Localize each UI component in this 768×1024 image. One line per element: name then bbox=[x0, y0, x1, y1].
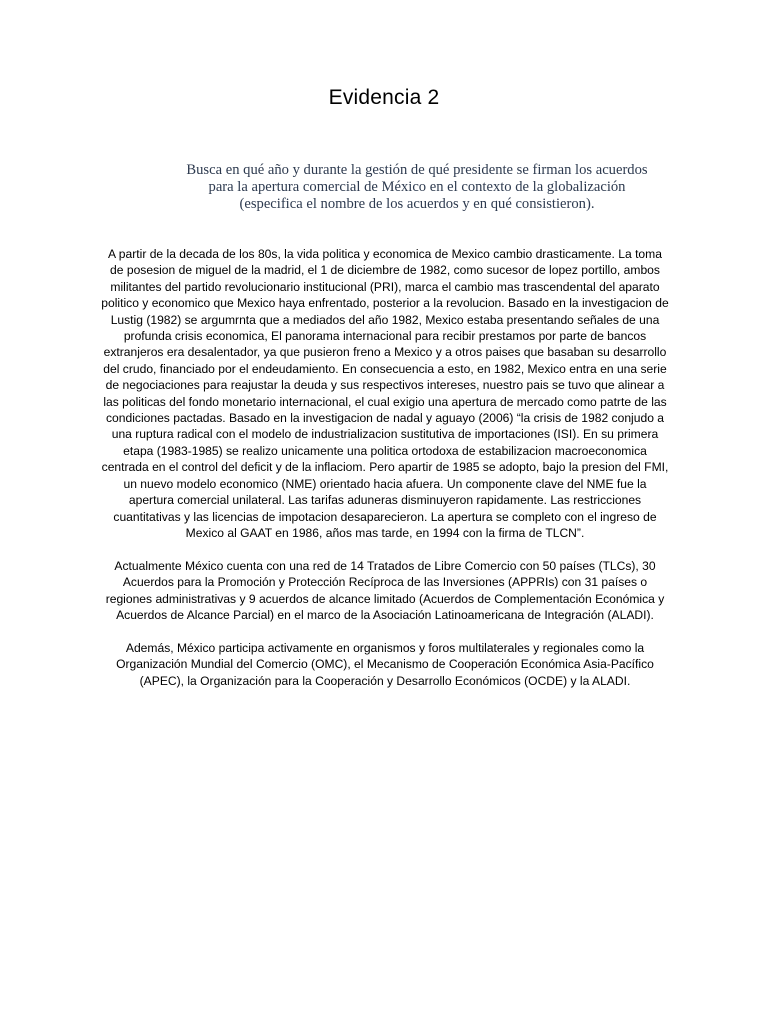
paragraph-history: A partir de la decada de los 80s, la vida politica y economica de Mexico cambio drasticamente. La toma de posesion de miguel de la madrid, el 1 de diciembre de 1982, como sucesor de lopez portillo, ambos militantes del partido revolucionario institucional (PRI), marca el cambio mas trascendental del aparato politico y economico que Mexico haya enfrentado, posterior a la revolucion. Basado en la investigacion de Lustig (1982) se argumrnta que a mediados del año 1982, Mexico estaba presentando señales de una profunda crisis economica, El panorama internacional para recibir prestamos por parte de bancos extranjeros era desalentador, ya que pusieron freno a Mexico y a otros paises que basaban su desarrollo del crudo, financiado por el endeudamiento. En consecuencia a esto, en 1982, Mexico entra en una serie de negociaciones para reajustar la deuda y sus respectivos intereses, nuestro pais se tuvo que alinear a las politicas del fondo monetario internacional, el cual exigio una apertura de mercado como patrte de las condiciones pactadas. Basado en la investigacion de nadal y aguayo (2006) “la crisis de 1982 conjudo a una ruptura radical con el modelo de industrializacion sustitutiva de importaciones (ISI). En su primera etapa (1983-1985) se realizo unicamente una politica ortodoxa de estabilizacion macroeconomica centrada en el control del deficit y de la inflaciom. Pero apartir de 1985 se adopto, bajo la presion del FMI, un nuevo modelo economico (NME) orientado hacia afuera. Un componente clave del NME fue la apertura comercial unilateral. Las tarifas aduneras disminuyeron rapidamente. Las restricciones cuantitativas y las licencias de impotacion desaparecieron. La apertura se completo con el ingreso de Mexico al GAAT en 1986, años mas tarde, en 1994 con la firma de TLCN”. bbox=[101, 247, 669, 540]
page-title: Evidencia 2 bbox=[328, 86, 440, 109]
question-prompt: Busca en qué año y durante la gestión de qué presidente se firman los acuerdos para la apertura comercial de México en el contexto de la globalización (especifica el nombre de los acuerdos y en qué consistieron). bbox=[186, 162, 648, 212]
document-body bbox=[100, 246, 670, 705]
paragraph-trade-agreements: Actualmente México cuenta con una red de 14 Tratados de Libre Comercio con 50 países (TLCs), 30 Acuerdos para la Promoción y Protección Recíproca de las Inversiones (APPRIs) con 31 países o regiones administrativas y 9 acuerdos de alcance limitado (Acuerdos de Complementación Económica y Acuerdos de Alcance Parcial) en el marco de la Asociación Latinoamericana de Integración (ALADI). bbox=[105, 558, 665, 622]
paragraph-multilateral-forums: Además, México participa activamente en organismos y foros multilaterales y regionales como la Organización Mundial del Comercio (OMC), el Mecanismo de Cooperación Económica Asia-Pacífico (APEC), la Organización para la Cooperación y Desarrollo Económicos (OCDE) y la ALADI. bbox=[116, 640, 654, 688]
